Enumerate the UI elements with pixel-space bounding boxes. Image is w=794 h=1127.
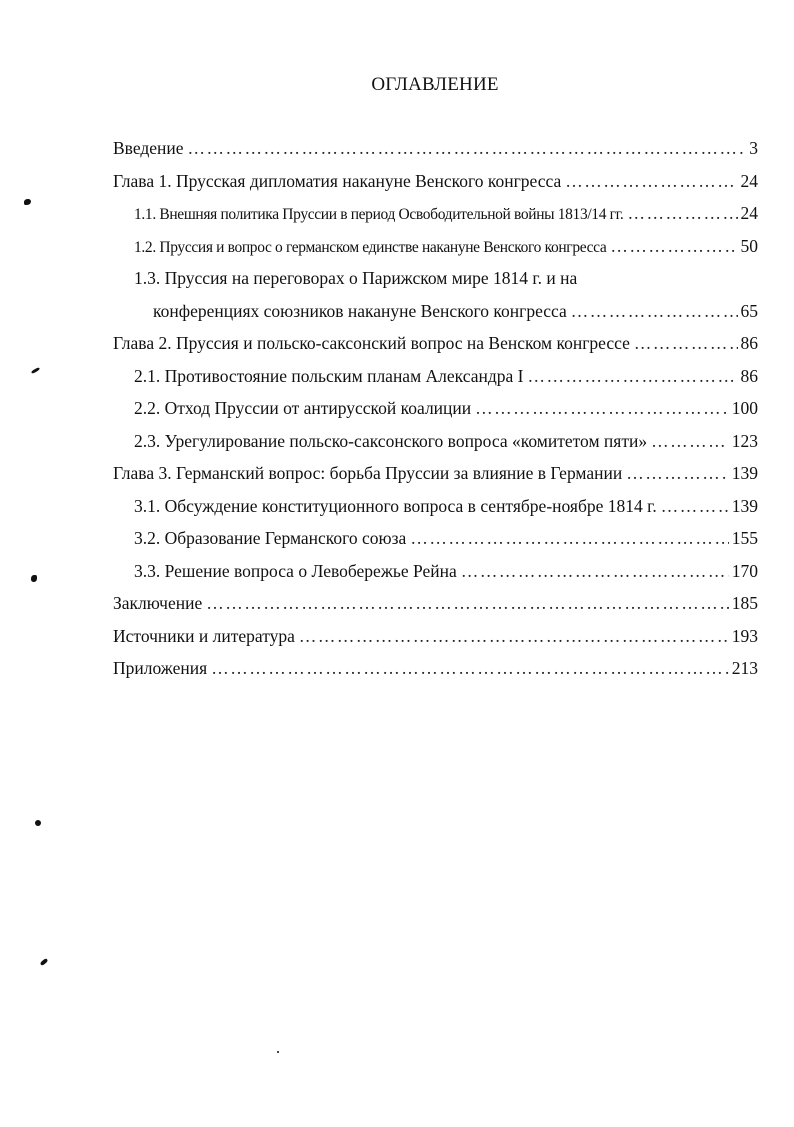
toc-page-number: 65 xyxy=(740,300,758,321)
toc-leader-dots xyxy=(610,236,737,257)
toc-page-number: 185 xyxy=(731,593,758,613)
toc-page-number: 213 xyxy=(731,658,758,678)
toc-entry-section-3-2 xyxy=(113,528,758,561)
toc-entry-conclusion xyxy=(113,593,758,626)
toc-leader-dots xyxy=(461,561,729,582)
toc-entry-section-2-3 xyxy=(113,431,758,464)
toc-leader-dots xyxy=(565,171,737,192)
table-of-contents xyxy=(113,138,758,691)
toc-entry-text: Глава 2. Пруссия и польско-саксонский вопрос на Венском конгрессе xyxy=(113,333,630,353)
scan-speck xyxy=(40,958,49,966)
toc-entry-text: 1.3. Пруссия на переговорах о Парижском мире 1814 г. и на xyxy=(134,268,578,288)
toc-entry-chapter-3 xyxy=(113,463,758,496)
toc-entry-text: 3.2. Образование Германского союза xyxy=(134,528,407,548)
toc-entry-text: 1.2. Пруссия и вопрос о германском единстве накануне Венского конгресса xyxy=(134,238,607,256)
toc-entry-text: 2.3. Урегулирование польско-саксонского вопроса «комитетом пяти» xyxy=(134,430,648,451)
toc-entry-section-1-3-continued xyxy=(113,301,758,334)
toc-entry-text: Заключение xyxy=(113,593,203,613)
toc-entry-appendices xyxy=(113,658,758,691)
scan-speck xyxy=(24,199,31,205)
toc-leader-dots xyxy=(661,496,729,517)
scan-speck xyxy=(277,1051,279,1053)
toc-page-number: 139 xyxy=(731,495,758,516)
toc-entry-section-1-3 xyxy=(113,268,758,301)
toc-page-number: 24 xyxy=(740,170,758,191)
toc-leader-dots xyxy=(626,463,728,484)
toc-page-number: 170 xyxy=(731,560,758,581)
toc-leader-dots xyxy=(651,431,729,452)
toc-page-number: 155 xyxy=(731,528,758,548)
toc-page-number: 86 xyxy=(740,365,758,386)
toc-entry-chapter-1 xyxy=(113,171,758,204)
toc-page-number: 24 xyxy=(740,203,758,223)
scan-speck xyxy=(35,820,41,826)
toc-entry-text: Приложения xyxy=(113,658,208,678)
toc-leader-dots xyxy=(206,593,729,614)
toc-page-number: 123 xyxy=(731,430,758,451)
toc-entry-text: 3.1. Обсуждение конституционного вопроса в сентябре-ноябре 1814 г. xyxy=(134,495,657,516)
toc-page-number: 86 xyxy=(740,333,758,353)
toc-leader-dots xyxy=(627,203,737,224)
scan-speck xyxy=(31,367,40,374)
toc-entry-text: 2.2. Отход Пруссии от антирусской коалиции xyxy=(134,398,472,418)
toc-entry-text: Введение xyxy=(113,138,184,158)
toc-leader-dots xyxy=(211,658,729,679)
toc-entry-text: конференциях союзников накануне Венского конгресса xyxy=(153,300,567,321)
toc-page-number: 139 xyxy=(731,463,758,483)
toc-leader-dots xyxy=(299,626,729,647)
toc-leader-dots xyxy=(410,528,728,549)
scan-speck xyxy=(31,575,37,582)
toc-entry-section-3-3 xyxy=(113,561,758,594)
toc-leader-dots xyxy=(571,301,738,322)
toc-entry-text: 3.3. Решение вопроса о Левобережье Рейна xyxy=(134,560,457,581)
toc-entry-section-2-2 xyxy=(113,398,758,431)
toc-leader-dots xyxy=(527,366,737,387)
toc-entry-text: Глава 3. Германский вопрос: борьба Пруссии за влияние в Германии xyxy=(113,463,623,483)
toc-entry-section-1-1 xyxy=(113,203,758,236)
toc-page-number: 193 xyxy=(731,625,758,646)
toc-entry-introduction xyxy=(113,138,758,171)
page-title: ОГЛАВЛЕНИЕ xyxy=(371,74,499,95)
toc-entry-section-3-1 xyxy=(113,496,758,529)
toc-page-number: 50 xyxy=(740,235,758,256)
toc-entry-section-1-2 xyxy=(113,236,758,269)
toc-entry-text: Источники и литература xyxy=(113,625,295,646)
toc-entry-chapter-2 xyxy=(113,333,758,366)
toc-leader-dots xyxy=(188,138,747,159)
toc-leader-dots xyxy=(634,333,738,354)
toc-leader-dots xyxy=(475,398,729,419)
toc-entry-text: Глава 1. Прусская дипломатия накануне Венского конгресса xyxy=(113,170,562,191)
toc-entry-sources xyxy=(113,626,758,659)
toc-page-number: 100 xyxy=(731,398,758,418)
toc-entry-text: 2.1. Противостояние польским планам Александра I xyxy=(134,365,524,386)
toc-entry-section-2-1 xyxy=(113,366,758,399)
toc-entry-text: 1.1. Внешняя политика Пруссии в период Освободительной войны 1813/14 гг. xyxy=(134,206,624,223)
toc-page-number: 3 xyxy=(749,138,758,158)
